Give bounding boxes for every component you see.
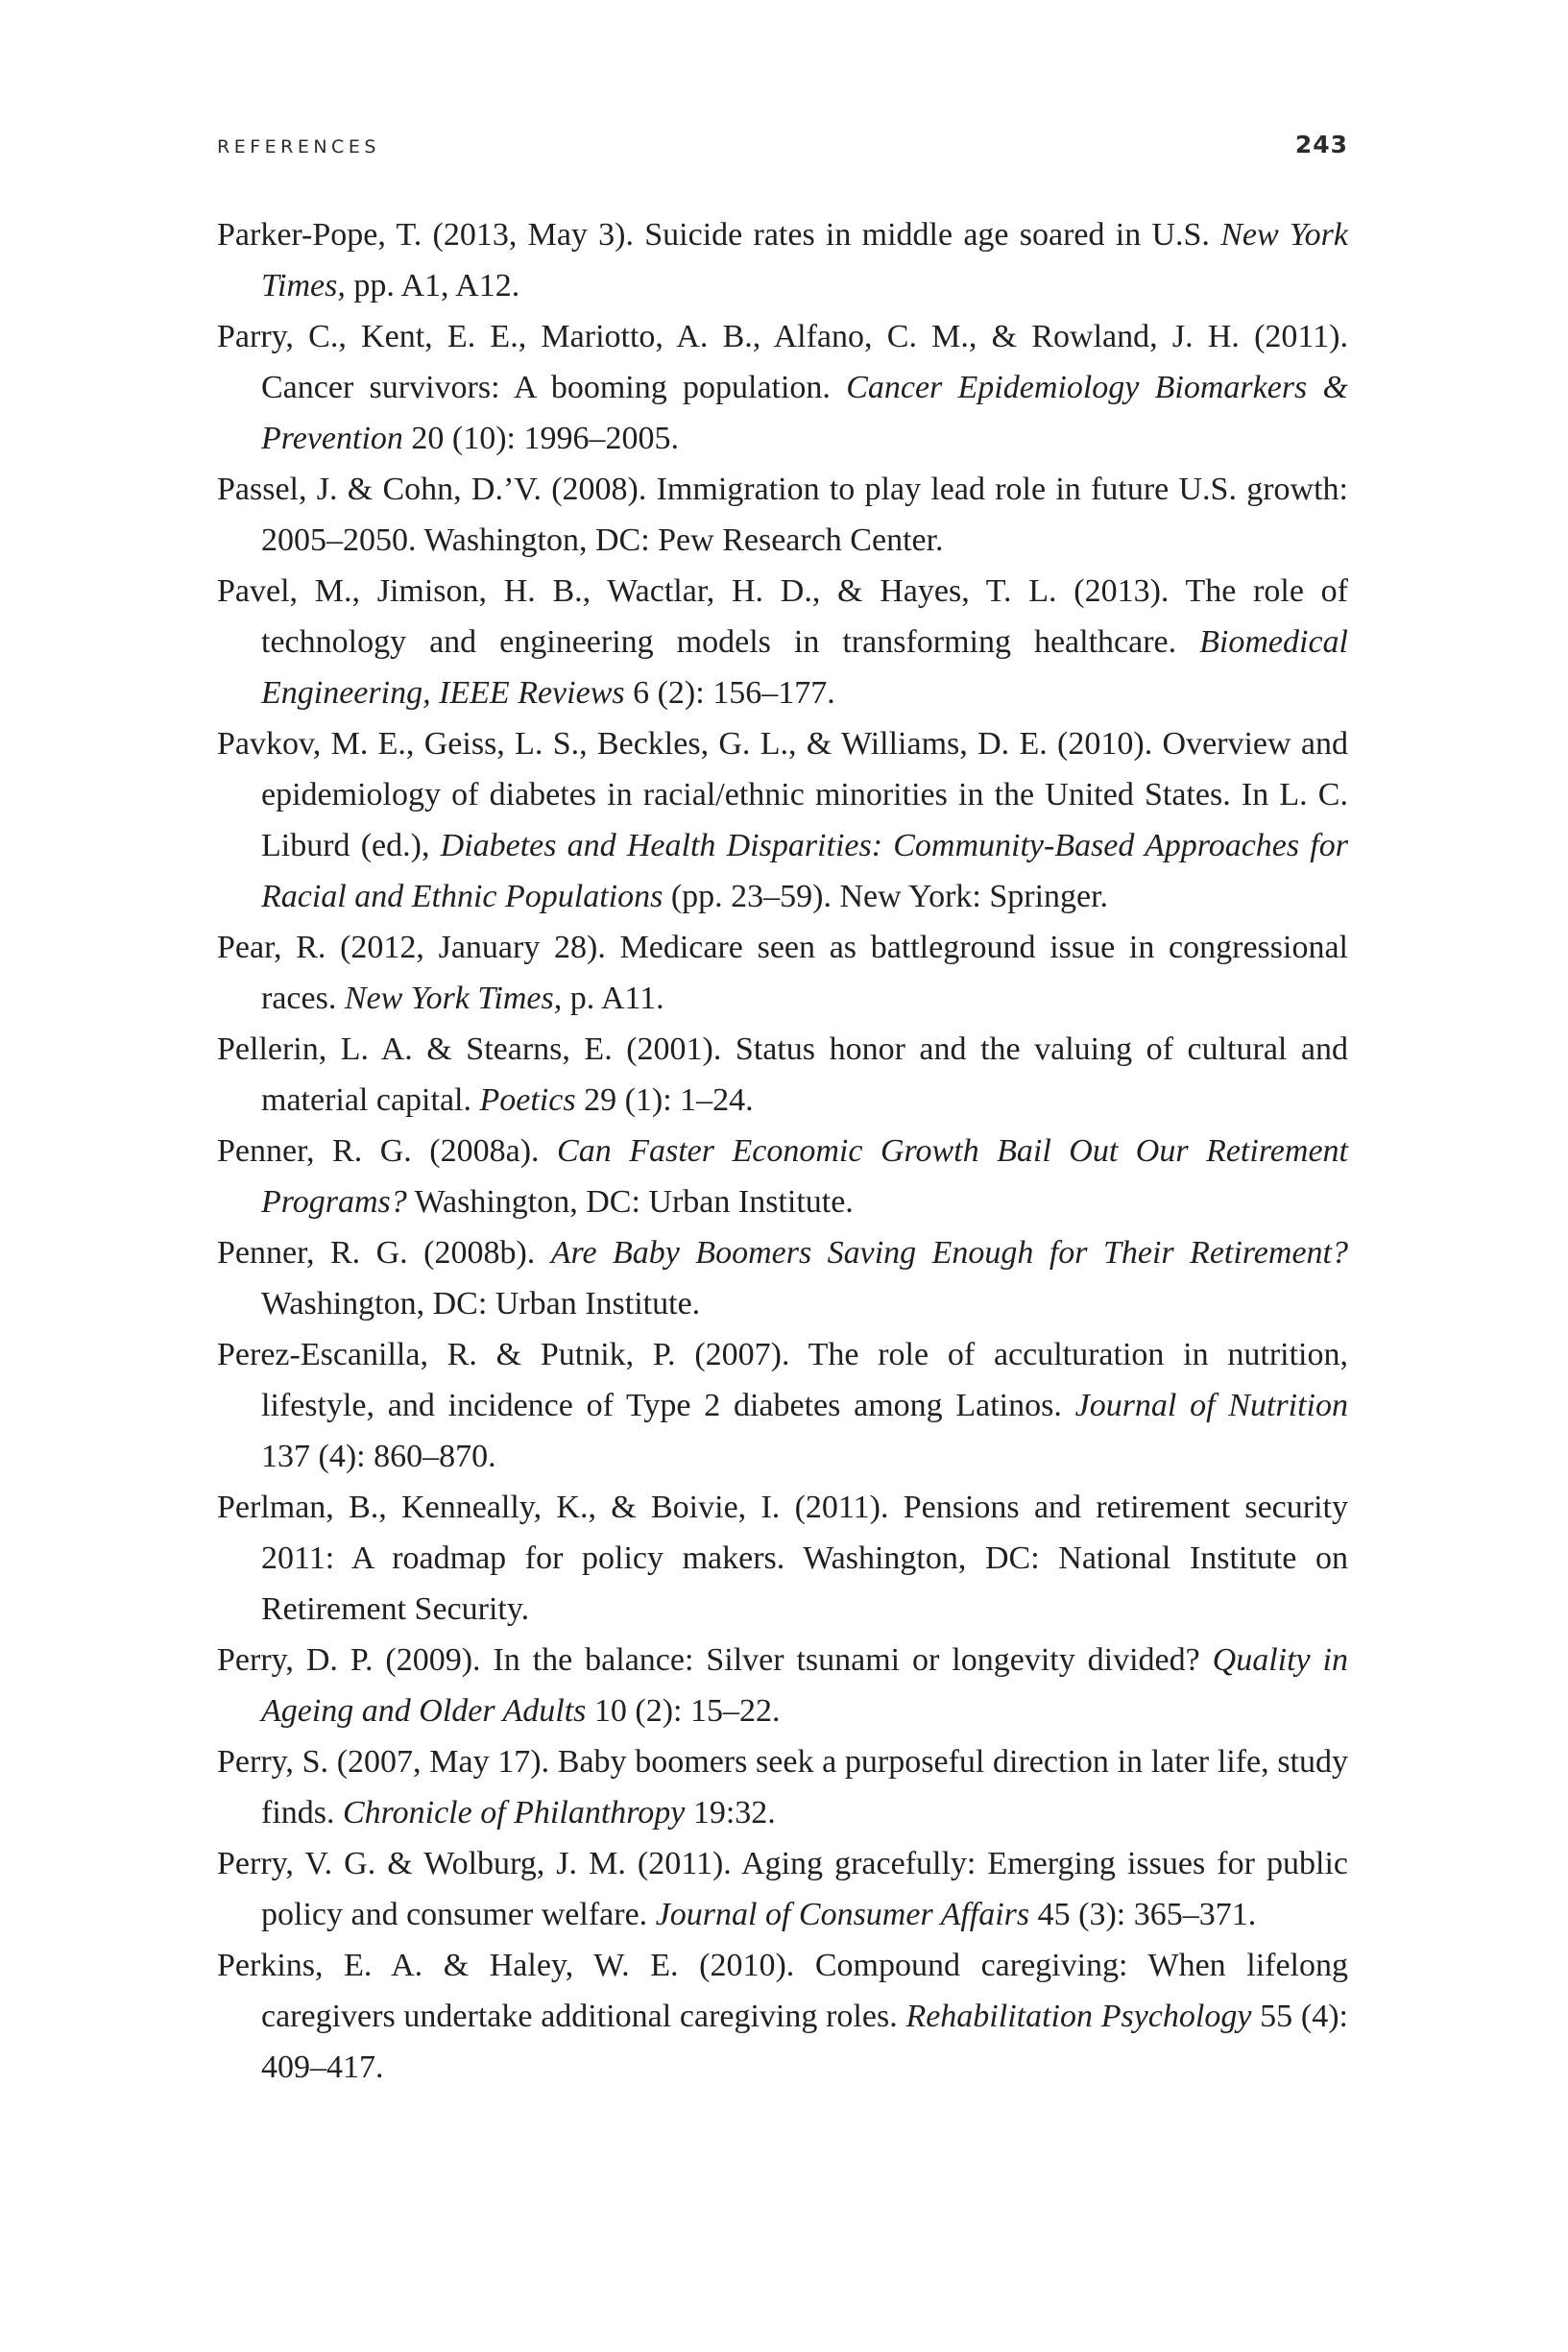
reference-entry: Perkins, E. A. & Haley, W. E. (2010). Compound caregiving: When lifelong caregivers undertake additional caregiving roles. Rehabilitation Psychology 55 (4): 409–417.	[217, 1948, 1348, 2085]
reference-entry: Pavkov, M. E., Geiss, L. S., Beckles, G. L., & Williams, D. E. (2010). Overview and epidemiology of diabetes in racial/ethnic minorities in the United States. In L. C. Liburd (ed.), Diabetes and Health Disparities: Community-Based Approaches for Racial and Ethnic Populations (pp. 23–59). New York: Springer.	[217, 726, 1348, 914]
reference-entry: Parker-Pope, T. (2013, May 3). Suicide rates in middle age soared in U.S. New York Times, pp. A1, A12.	[217, 217, 1349, 303]
reference-entry: Penner, R. G. (2008b). Are Baby Boomers Saving Enough for Their Retirement? Washington, DC: Urban Institute.	[217, 1235, 1348, 1321]
reference-entry: Pavel, M., Jimison, H. B., Wactlar, H. D., & Hayes, T. L. (2013). The role of technology and engineering models in transforming healthcare. Biomedical Engineering, IEEE Reviews 6 (2): 156–177.	[217, 573, 1348, 711]
reference-entry: Perry, S. (2007, May 17). Baby boomers seek a purposeful direction in later life, study finds. Chronicle of Philanthropy 19:32.	[217, 1744, 1348, 1831]
reference-entry: Passel, J. & Cohn, D.’V. (2008). Immigration to play lead role in future U.S. growth: 2005–2050. Washington, DC: Pew Research Center.	[217, 472, 1348, 558]
reference-entry: Parry, C., Kent, E. E., Mariotto, A. B., Alfano, C. M., & Rowland, J. H. (2011). Cancer survivors: A booming population. Cancer Epidemiology Biomarkers & Prevention 20 (10): 1996–2005.	[217, 319, 1348, 456]
reference-entry: Pellerin, L. A. & Stearns, E. (2001). Status honor and the valuing of cultural and material capital. Poetics 29 (1): 1–24.	[217, 1031, 1348, 1118]
section-title: REFERENCES	[217, 136, 380, 158]
reference-entry: Perlman, B., Kenneally, K., & Boivie, I. (2011). Pensions and retirement security 2011: A roadmap for policy makers. Washington, DC: National Institute on Retirement Security.	[217, 1490, 1348, 1627]
running-head	[217, 131, 1348, 158]
reference-entry: Penner, R. G. (2008a). Can Faster Economic Growth Bail Out Our Retirement Programs? Washington, DC: Urban Institute.	[217, 1133, 1348, 1220]
reference-list	[217, 209, 1348, 2093]
reference-entry: Perry, V. G. & Wolburg, J. M. (2011). Aging gracefully: Emerging issues for public policy and consumer welfare. Journal of Consumer Affairs 45 (3): 365–371.	[217, 1846, 1348, 1932]
reference-entry: Perez-Escanilla, R. & Putnik, P. (2007). The role of acculturation in nutrition, lifestyle, and incidence of Type 2 diabetes among Latinos. Journal of Nutrition 137 (4): 860–870.	[217, 1337, 1348, 1474]
reference-entry: Pear, R. (2012, January 28). Medicare seen as battleground issue in congressional races. New York Times, p. A11.	[217, 930, 1348, 1016]
page-number: 243	[1294, 131, 1348, 158]
reference-entry: Perry, D. P. (2009). In the balance: Silver tsunami or longevity divided? Quality in Ageing and Older Adults 10 (2): 15–22.	[217, 1642, 1349, 1729]
